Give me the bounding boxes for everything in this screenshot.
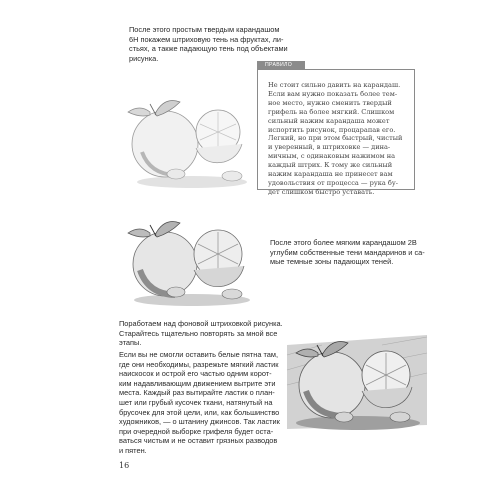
bottom-paragraph-1: Поработаем над фоновой штриховкой рисунка. Старайтесь тщательно повторять за мной все этапы. [119, 319, 283, 348]
illustration-tangerines-step3 [282, 325, 432, 435]
mid-paragraph: После этого более мягким карандашом 2В углубим собственные тени мандаринов и са- мые темные зоны падающих теней. [270, 238, 425, 267]
illustration-tangerines-step2 [120, 208, 260, 308]
intro-paragraph: После этого простым твердым карандашом 6Н покажем штриховую тень на фруктах, ли- стьях, а также падающую тень под объектами рисунка. [129, 25, 288, 63]
tip-box [257, 69, 415, 196]
illustration-tangerines-step1 [120, 82, 260, 192]
tip-text: Не стоит сильно давить на карандаш. Если вам нужно показать более тем- ное место, нужно сменить твердый грифель на более мягкий. Слишком сильный нажим карандаша может испортить рисунок, процарапав его. Легкий, но при этом быстрый, чистый и уверенный, в штриховке — дина- мичным, с одинаковым нажимом на каждый штрих. К тому же сильный нажим карандаша не принесет вам удовольствия от процесса — рука бу- дет слишком быстро уставать. [268, 81, 403, 196]
bottom-paragraph-2: Если вы не смогли оставить белые пятна там, где они необходимы, разрежьте мягкий ластик наискосок и острой его частью одним корот- ким надавливающим движением вытрите эти места. Каждый раз вытирайте ластик о план- шет или грубый кусочек ткани, натянутый на брусочек для этой цели, или, как большинство художников, — о штанину джинсов. Так ластик при очередной выборке грифеля будет оста- ваться чистым и не оставит грязных разводов и пятен. [119, 350, 280, 455]
tip-label: ПРАВИЛО [257, 61, 305, 70]
page-number: 16 [119, 461, 130, 470]
